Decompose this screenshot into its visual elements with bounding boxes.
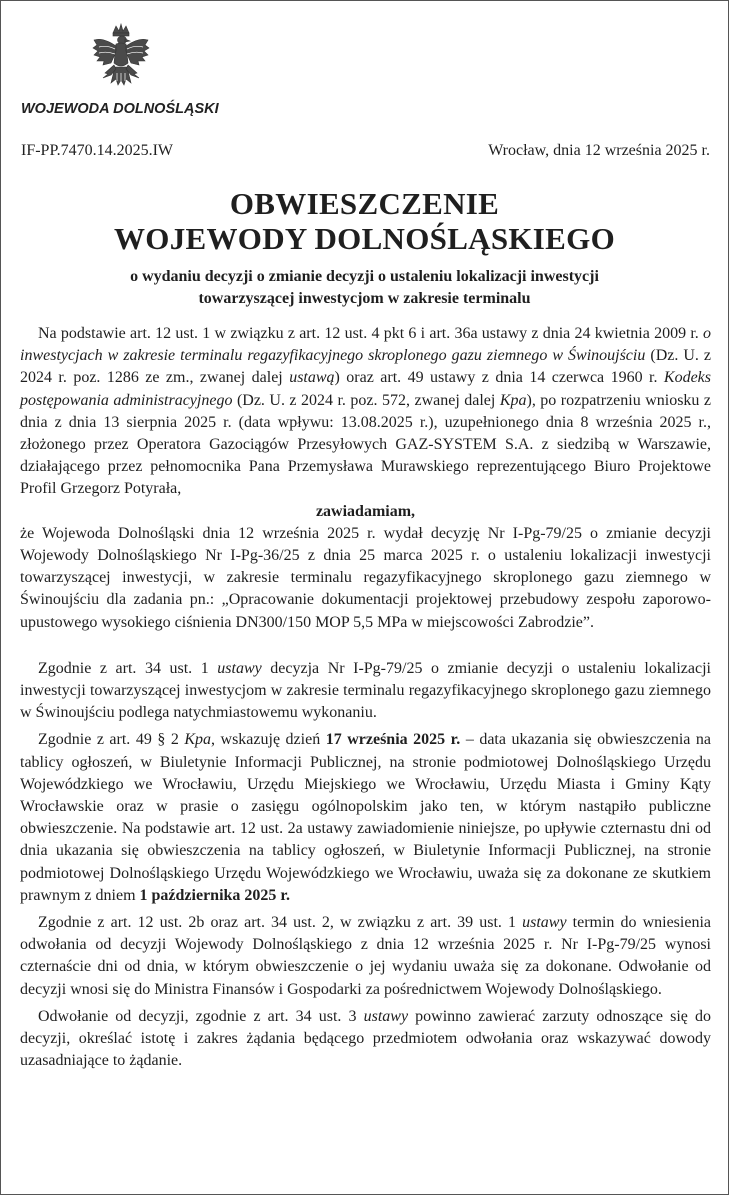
paragraph-appeal-content: [20, 1006, 711, 1073]
term-kpa: Kpa: [184, 731, 212, 749]
text-run: decyzja Nr I-Pg-79/25 o zmianie decyzji o ustaleniu lokalizacji inwestycji towarzyszącej inwestycjom w zakresie terminalu regazyfikacyjnego skroplonego gazu ziemnego w Świnoujściu podlega natychmiastowemu wykonaniu.: [20, 659, 712, 722]
eagle-emblem-icon: [91, 23, 151, 99]
code-title: Kodeks postępowania administracyjnego: [20, 369, 712, 409]
document-body: [20, 323, 711, 1073]
term-ustawa: ustawą: [289, 369, 335, 387]
paragraph-appeal-deadline: [20, 912, 711, 1001]
term-ustawy: ustawy: [363, 1007, 409, 1025]
text-run: (Dz. U. z 2024 r. poz. 572, zwanej dalej: [232, 391, 500, 409]
text-run: Zgodnie z art. 49 § 2: [38, 731, 185, 749]
text-run: Odwołanie od decyzji, zgodnie z art. 34 ust. 3: [38, 1007, 364, 1025]
text-run: ) oraz art. 49 ustawy z dnia 14 czerwca 1960 r.: [334, 369, 664, 387]
effective-date: 1 października 2025 r.: [139, 886, 291, 904]
subtitle-line-2: towarzyszącej inwestycjom w zakresie terminalu: [198, 290, 531, 307]
document-subtitle: [1, 266, 728, 310]
title-line-2: WOJEWODY DOLNOŚLĄSKIEGO: [114, 221, 615, 256]
term-ustawy: ustawy: [522, 914, 567, 932]
text-run: Zgodnie z art. 34 ust. 1: [38, 659, 218, 677]
title-line-1: OBWIESZCZENIE: [229, 186, 500, 221]
paragraph-decision: że Wojewoda Dolnośląski dnia 12 września 2025 r. wydał decyzję Nr I-Pg-79/25 o zmianie decyzji Wojewody Dolnośląskiego Nr I-Pg-36/25 z dnia 25 marca 2025 r. o ustaleniu lokalizacji inwestycji towarzyszącej inwestycji, w zakresie terminalu regazyfikacyjnego skroplonego gazu ziemnego w Świnoujściu dla zadania pn.: „Opracowanie dokumentacji projektowej przebudowy zespołu zaporowo-upustowego wysokiego ciśnienia DN300/150 MOP 5,5 MPa w miejscowości Zabrodzie”.: [20, 524, 711, 631]
text-run: ), po rozpatrzeniu wniosku z dnia z dnia 13 sierpnia 2025 r. (data wpływu: 13.08.2025 r.), uzupełnionego dnia 8 września 2025 r., złożonego przez Operatora Gazociągów Przesyłowych GAZ-SYSTEM S.A. z siedzibą w Warszawie, działającego przez pełnomocnika Pana Przemysława Murawskiego reprezentującego Biuro Projektowe Profil Grzegorz Potyrała,: [20, 391, 712, 498]
place-and-date: Wrocław, dnia 12 września 2025 r.: [488, 142, 710, 159]
reference-line: [21, 142, 710, 160]
text-run: powinno zawierać zarzuty odnoszące się do decyzji, określać istotę i zakres żądania będącego przedmiotem odwołania oraz wskazywać dowody uzasadniające to żądanie.: [20, 1007, 711, 1070]
announcement-word: zawiadamiam,: [315, 502, 416, 520]
text-run: Zgodnie z art. 12 ust. 2b oraz art. 34 ust. 2, w związku z art. 39 ust. 1: [38, 914, 523, 932]
subtitle-line-1: o wydaniu decyzji o zmianie decyzji o ustaleniu lokalizacji inwestycji: [130, 268, 599, 285]
paragraph-announcement-date: [20, 729, 711, 907]
announcement-date: 17 września 2025 r.: [325, 731, 461, 749]
document-title: [1, 186, 728, 256]
text-run: Na podstawie art. 12 ust. 1 w związku z art. 12 ust. 4 pkt 6 i art. 36a ustawy z dnia 24 kwietnia 2009 r.: [38, 325, 703, 342]
case-reference: IF-PP.7470.14.2025.IW: [21, 142, 174, 159]
text-run: – data ukazania się obwieszczenia na tablicy ogłoszeń, w Biuletynie Informacji Publicznej, na stronie podmiotowej Dolnośląskiego Urzędu Wojewódzkiego we Wrocławiu, Urzędu Miejskiego we Wrocławiu, Urzędu Miasta i Gminy Kąty Wrocławskie oraz w prasie o zasięgu ogólnopolskim jako ten, w którym nastąpiło publiczne obwieszczenie. Na podstawie art. 12 ust. 2a ustawy zawiadomienie niniejsze, po upływie czternastu dni od dnia ukazania się obwieszczenia na tablicy ogłoszeń, w Biuletynie Informacji Publicznej, na stronie podmiotowej Dolnośląskiego Urzędu Wojewódzkiego we Wrocławiu, uważa się za dokonane ze skutkiem prawnym z dniem: [20, 731, 712, 904]
paragraph-legal-basis: [20, 323, 711, 501]
text-run: termin do wniesienia odwołania od decyzji Wojewody Dolnośląskiego z dnia 12 września 2025 r. Nr I-Pg-79/25 wynosi czternaście dni od dnia, w którym obwieszczenie o jej wydaniu uważa się za dokonane. Odwołanie od decyzji wnosi się do Ministra Finansów i Gospodarki za pośrednictwem Wojewody Dolnośląskiego.: [20, 914, 712, 998]
term-kpa: Kpa: [499, 391, 527, 409]
text-run: (Dz. U. z 2024 r. poz. 1286 ze zm., zwanej dalej: [20, 347, 712, 387]
paragraph-immediate-execution: [20, 658, 711, 725]
term-ustawy: ustawy: [217, 659, 262, 677]
law-title: o inwestycjach w zakresie terminalu regazyfikacyjnego skroplonego gazu ziemnego w Świnoujściu: [20, 325, 711, 365]
text-run: , wskazuję dzień: [211, 731, 326, 749]
office-name: WOJEWODA DOLNOŚLĄSKI: [21, 101, 219, 117]
